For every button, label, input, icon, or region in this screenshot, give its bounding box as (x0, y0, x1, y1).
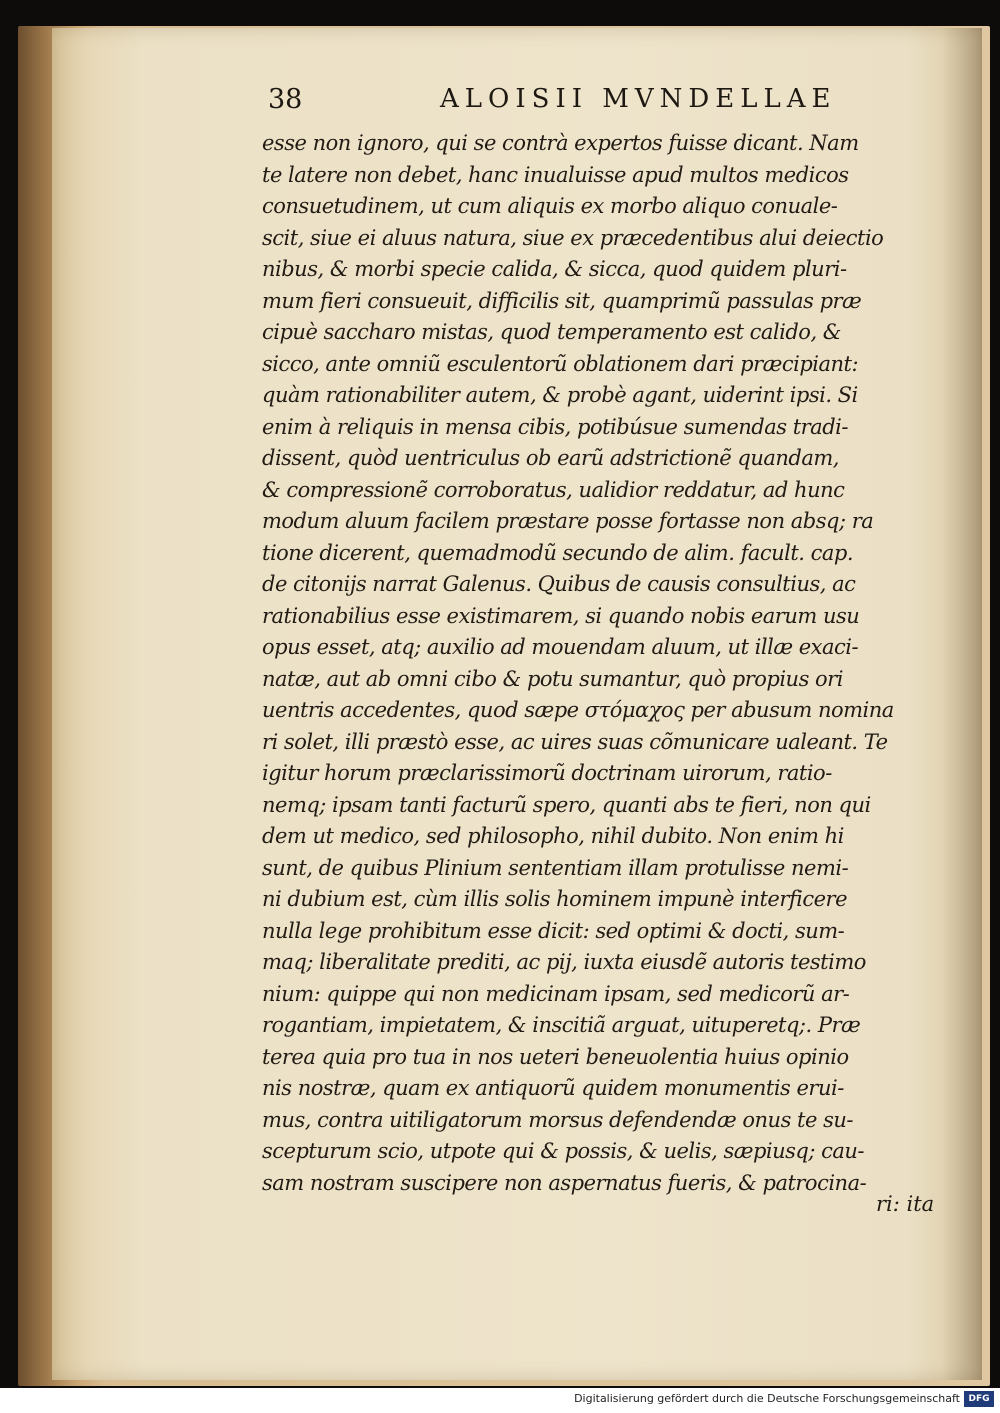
text-line: consuetudinem, ut cum aliquis ex morbo aliquo conuale- (262, 194, 838, 218)
text-line: scepturum scio, utpote qui & possis, & uelis, sæpiusq; cau- (262, 1139, 865, 1163)
text-line: igitur horum præclarissimorũ doctrinam uirorum, ratio- (262, 761, 832, 785)
running-head-title: ALOISII MVNDELLAE (440, 84, 837, 114)
text-line: sam nostram suscipere non aspernatus fueris, & patrocina- (262, 1170, 867, 1195)
text-line: maq; liberalitate prediti, ac pij, iuxta eiusdẽ autoris testimo (262, 950, 866, 974)
text-line: mum fieri consueuit, difficilis sit, quamprimũ passulas præ (262, 288, 862, 313)
text-line: ri solet, illi præstò esse, ac uires suas cõmunicare ualeant. Te (262, 729, 888, 754)
catchword: ri: ita (876, 1192, 935, 1216)
text-line: terea quia pro tua in nos ueteri beneuolentia huius opinio (262, 1044, 849, 1069)
text-line: quàm rationabiliter autem, & probè agant, uiderint ipsi. Si (262, 383, 858, 407)
text-line: ni dubium est, cùm illis solis hominem impunè interficere (262, 887, 848, 911)
text-line: cipuè saccharo mistas, quod temperamento est calido, & (262, 320, 841, 344)
text-line: natæ, aut ab omni cibo & potu sumantur, quò propius ori (262, 666, 843, 691)
text-line: uentris accedentes, quod sæpe στόμαχος per abusum nomina (262, 698, 894, 722)
text-line: te latere non debet, hanc inualuisse apud multos medicos (262, 162, 849, 187)
page-number: 38 (268, 84, 303, 115)
text-line: sunt, de quibus Plinium sententiam illam protulisse nemi- (262, 855, 849, 880)
text-line: rationabilius esse existimarem, si quando nobis earum usu (262, 603, 860, 628)
text-line: & compressionẽ corroboratus, ualidior reddatur, ad hunc (262, 477, 845, 502)
text-line: dem ut medico, sed philosopho, nihil dubito. Non enim hi (262, 824, 844, 848)
text-line: tione dicerent, quemadmodũ secundo de alim. facult. cap. (262, 540, 854, 565)
text-line: opus esset, atq; auxilio ad mouendam aluum, ut illæ exaci- (262, 635, 859, 659)
funding-credit: Digitalisierung gefördert durch die Deutsche Forschungsgemeinschaft (574, 1392, 960, 1405)
text-line: nulla lege prohibitum esse dicit: sed optimi & docti, sum- (262, 918, 845, 943)
text-line: de citonijs narrat Galenus. Quibus de causis consultius, ac (262, 572, 856, 596)
text-block (262, 128, 962, 1228)
text-line: nium: quippe qui non medicinam ipsam, sed medicorũ ar- (262, 981, 850, 1006)
text-line: scit, siue ei aluus natura, siue ex præcedentibus alui deiectio (262, 225, 884, 250)
text-line: rogantiam, impietatem, & inscitiã arguat, uituperetq;. Præ (262, 1013, 861, 1037)
text-line: enim à reliquis in mensa cibis, potibúsue sumendas tradi- (262, 414, 848, 439)
text-line: esse non ignoro, qui se contrà expertos fuisse dicant. Nam (262, 131, 859, 155)
text-line: nibus, & morbi specie calida, & sicca, quod quidem pluri- (262, 257, 847, 281)
running-head (268, 84, 968, 124)
text-line: nemq; ipsam tanti facturũ spero, quanti abs te fieri, non qui (262, 792, 871, 817)
text-line: dissent, quòd uentriculus ob earũ adstrictionẽ quandam, (262, 446, 839, 470)
dfg-logo-icon: DFG (964, 1391, 994, 1407)
text-line: nis nostræ, quam ex antiquorũ quidem monumentis erui- (262, 1076, 844, 1100)
footer-bar (0, 1388, 1000, 1413)
text-line: mus, contra uitiligatorum morsus defendendæ onus te su- (262, 1107, 853, 1132)
text-line: sicco, ante omniũ esculentorũ oblationem dari præcipiant: (262, 351, 859, 376)
text-line: modum aluum facilem præstare posse fortasse non absq; ra (262, 509, 874, 533)
